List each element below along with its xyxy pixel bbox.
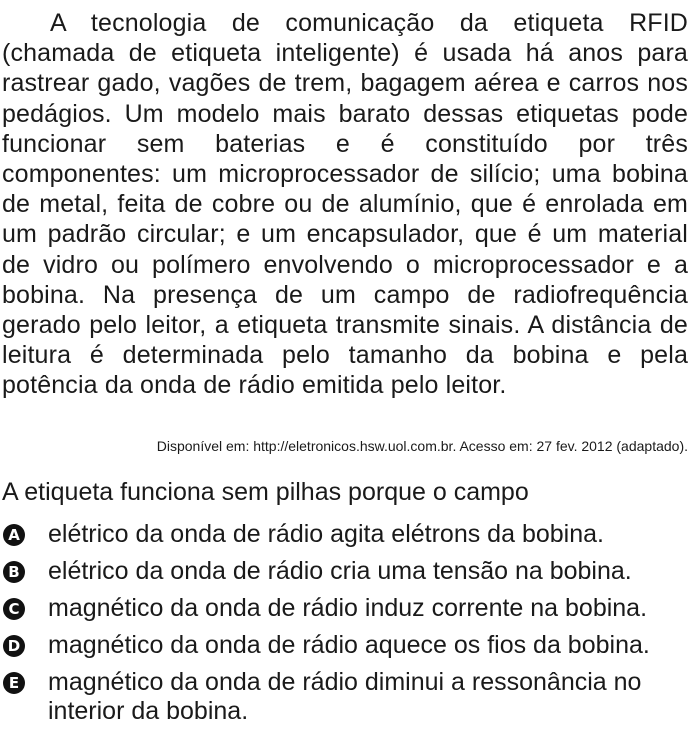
passage-text: A tecnologia de comunicação da etiqueta RFID (chamada de etiqueta inteligente) é usada há anos para rastrear gado, vagões de trem, bagagem aérea e carros nos pedágios. Um modelo mais barato dessas etiquetas pode funcionar sem baterias e é constituído por três componentes: um microprocessador de silício; uma bobina de metal, feita de cobre ou de alumínio, que é enrolada em um padrão circular; e um encapsulador, que é um material de vidro ou polímero envolvendo o microprocessador e a bobina. Na presença de um campo de radiofrequência gerado pelo leitor, a etiqueta transmite sinais. A distância de leitura é determinada pelo tamanho da bobina e pela potência da onda de rádio emitida pelo leitor. bbox=[2, 9, 688, 400]
option-b-text: elétrico da onda de rádio cria uma tensão na bobina. bbox=[48, 557, 632, 585]
option-d[interactable] bbox=[0, 631, 692, 660]
option-e-letter-badge: E bbox=[3, 672, 25, 694]
option-a[interactable] bbox=[0, 520, 692, 549]
option-b[interactable] bbox=[0, 557, 692, 586]
question-stem: A etiqueta funciona sem pilhas porque o campo bbox=[2, 478, 529, 506]
option-d-letter-badge: D bbox=[3, 635, 25, 657]
option-e-text: magnético da onda de rádio diminui a ressonância no interior da bobina. bbox=[48, 668, 642, 725]
option-b-letter-badge: B bbox=[3, 561, 25, 583]
option-e[interactable] bbox=[0, 668, 692, 726]
option-a-text: elétrico da onda de rádio agita elétrons da bobina. bbox=[48, 520, 604, 548]
answer-options bbox=[0, 520, 700, 734]
option-c[interactable] bbox=[0, 594, 692, 623]
option-d-text: magnético da onda de rádio aquece os fios da bobina. bbox=[48, 631, 650, 659]
source-citation: Disponível em: http://eletronicos.hsw.uol.com.br. Acesso em: 27 fev. 2012 (adaptado). bbox=[156, 438, 688, 454]
option-a-letter-badge: A bbox=[3, 524, 25, 546]
option-c-text: magnético da onda de rádio induz corrente na bobina. bbox=[48, 594, 648, 622]
option-c-letter-badge: C bbox=[3, 598, 25, 620]
